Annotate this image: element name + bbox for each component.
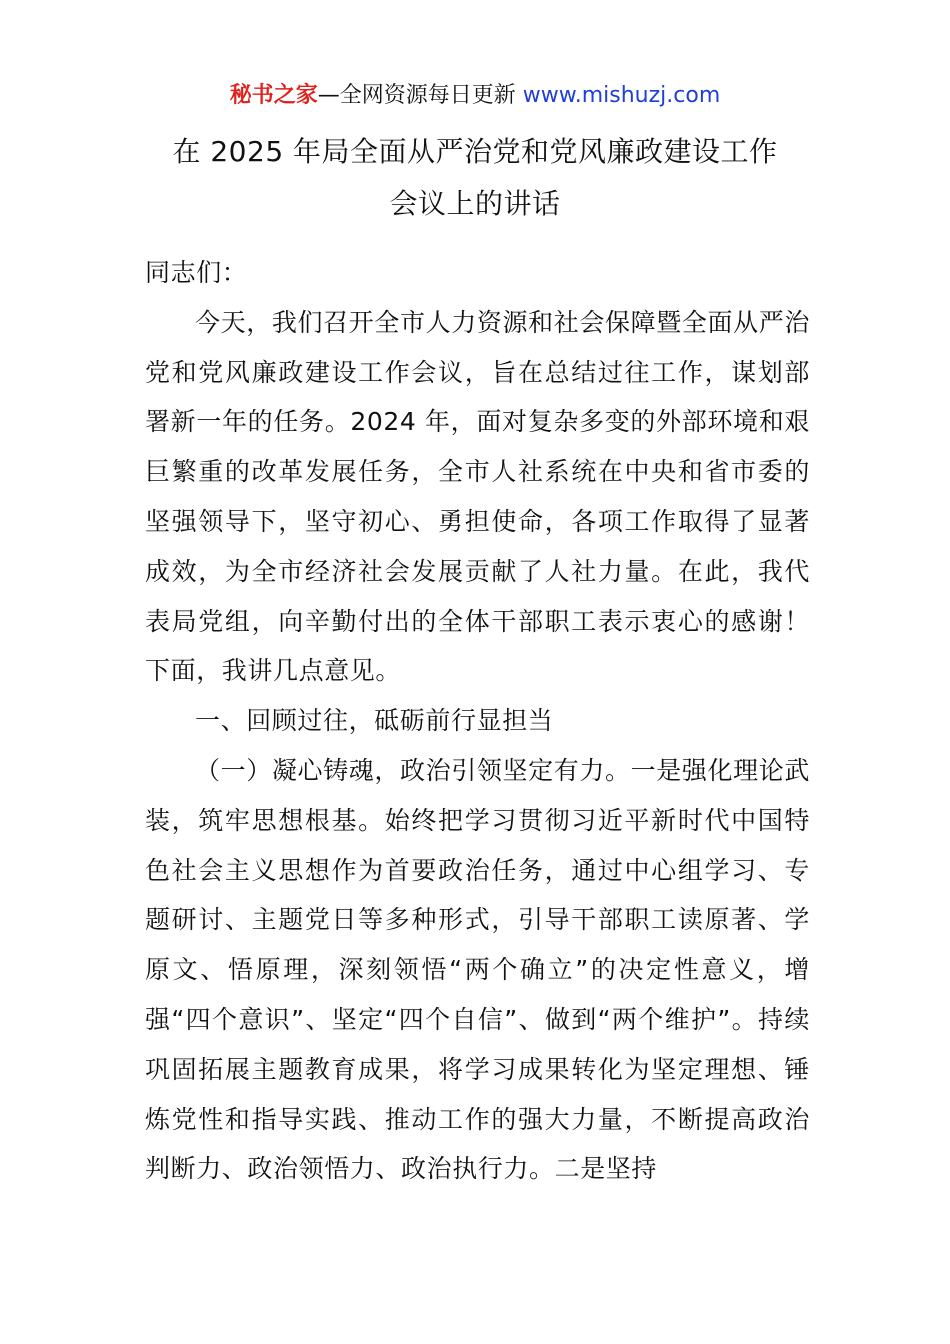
brand-name: 秘书之家	[229, 83, 318, 108]
title-line-2: 会议上的讲话	[389, 187, 561, 220]
title-line-1: 在 2025 年局全面从严治党和党风廉政建设工作	[172, 135, 778, 168]
site-url-link[interactable]: www.mishuzj.com	[522, 83, 721, 108]
opening-paragraph: 今天，我们召开全市人力资源和社会保障暨全面从严治党和党风廉政建设工作会议，旨在总结过往工作，谋划部署新一年的任务。2024 年，面对复杂多变的外部环境和艰巨繁重的改革发展任务，全市人社系统在中央和省市委的坚强领导下，坚守初心、勇担使命，各项工作取得了显著成效，为全市经济社会发展贡献了人社力量。在此，我代表局党组，向辛勤付出的全体干部职工表示衷心的感谢！下面，我讲几点意见。	[145, 307, 810, 686]
site-banner	[0, 80, 950, 112]
document-title	[100, 126, 850, 230]
document-body	[145, 248, 810, 1194]
section-heading: 一、回顾过往，砥砺前行显担当	[195, 706, 554, 736]
body-paragraph: （一）凝心铸魂，政治引领坚定有力。一是强化理论武装，筑牢思想根基。始终把学习贯彻习近平新时代中国特色社会主义思想作为首要政治任务，通过中心组学习、专题研讨、主题党日等多种形式，引导干部职工读原著、学原文、悟原理，深刻领悟“两个确立”的决定性意义，增强“四个意识”、坚定“四个自信”、做到“两个维护”。持续巩固拓展主题教育成果，将学习成果转化为坚定理想、锤炼党性和指导实践、推动工作的强大力量，不断提高政治判断力、政治领悟力、政治执行力。二是坚持	[145, 755, 810, 1184]
salutation: 同志们：	[145, 258, 248, 287]
brand-tagline: —全网资源每日更新	[317, 83, 523, 108]
